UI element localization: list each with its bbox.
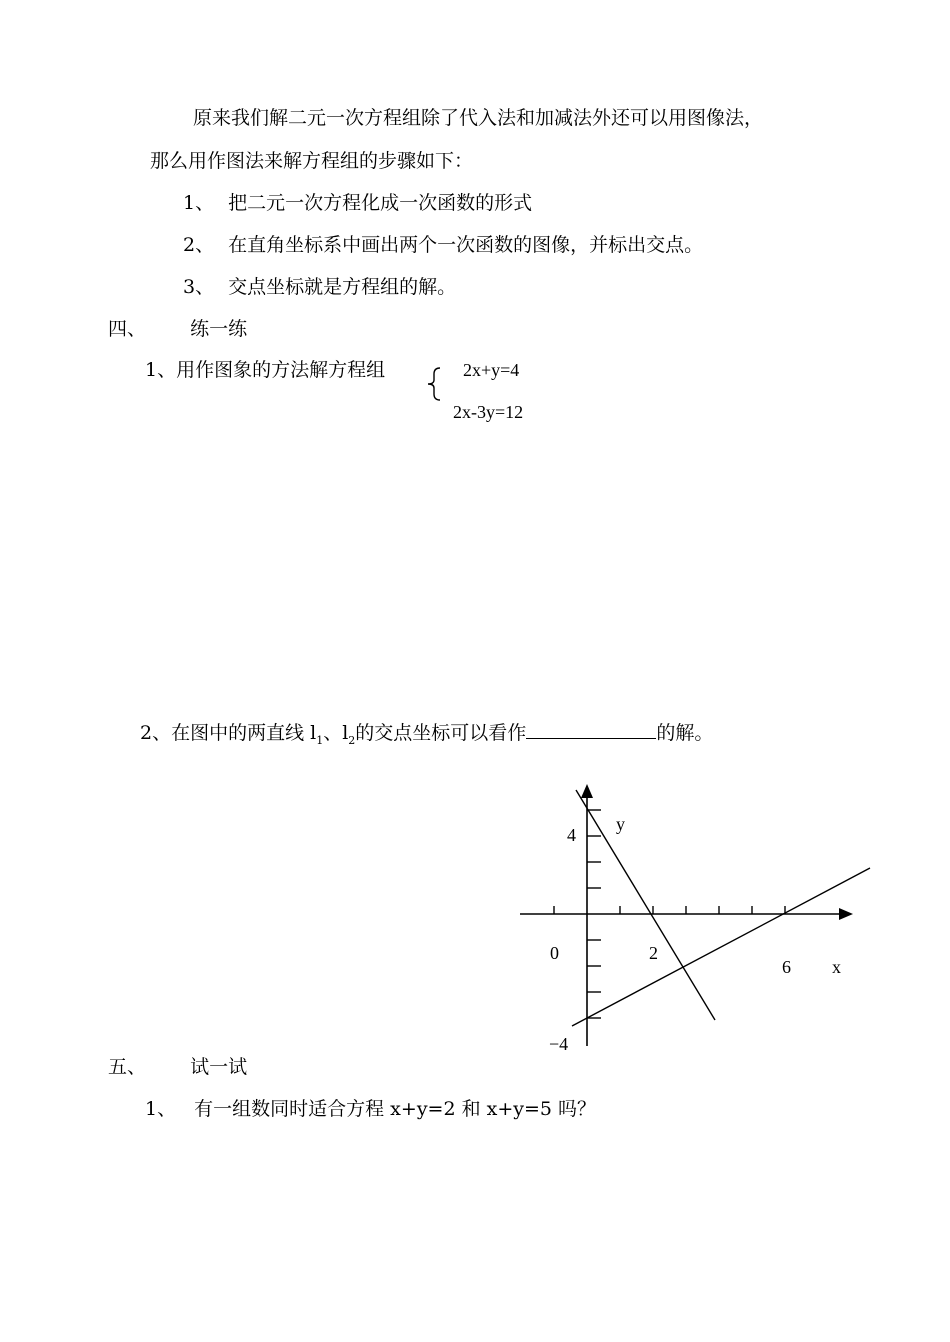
- step-number: 1、: [183, 192, 215, 214]
- left-brace-icon: [424, 366, 442, 402]
- intro-line-2: 那么用作图法来解方程组的步骤如下：: [150, 150, 474, 172]
- x-tick-label-2: 2: [649, 943, 658, 963]
- section-4-heading: [108, 317, 247, 341]
- y-axis-label: y: [616, 814, 625, 834]
- line-1-subscript: 1: [316, 733, 324, 747]
- line-2-subscript: 2: [348, 733, 356, 747]
- line-l1: [576, 790, 715, 1020]
- question-2-text-c: 的交点坐标可以看作: [355, 722, 527, 744]
- y-tick-label-neg4: −4: [549, 1034, 569, 1054]
- coordinate-graph: [500, 770, 880, 1060]
- step-text: 在直角坐标系中画出两个一次函数的图像，并标出交点。: [228, 234, 704, 256]
- question-1: 1、用作图象的方法解方程组: [145, 359, 386, 381]
- question-2-text-a: 2、在图中的两直线 l: [140, 722, 317, 744]
- question-2-text-b: 、l: [323, 722, 349, 744]
- line-l2: [572, 868, 870, 1026]
- step-number: 2、: [183, 234, 215, 256]
- x-axis-ticks: [554, 906, 785, 914]
- question-2-text-d: 的解。: [656, 722, 714, 744]
- step-text: 交点坐标就是方程组的解。: [228, 276, 457, 298]
- section-title: 试一试: [190, 1056, 248, 1078]
- y-axis-arrow-icon: [581, 784, 593, 798]
- intro-line-1: 原来我们解二元一次方程组除了代入法和加减法外还可以用图像法，: [193, 107, 764, 129]
- step-number: 3、: [183, 276, 215, 298]
- equation-1: 2x+y=4: [463, 360, 520, 380]
- step-1: [183, 191, 532, 215]
- answer-blank[interactable]: [526, 720, 656, 739]
- section-number: 五、: [108, 1056, 147, 1078]
- equation-2: 2x-3y=12: [453, 402, 524, 422]
- section-title: 练一练: [190, 318, 248, 340]
- section-5-heading: [108, 1055, 247, 1079]
- x-axis-arrow-icon: [839, 908, 853, 920]
- step-3: [183, 275, 456, 299]
- section-5-question-1: [145, 1097, 596, 1121]
- question-number: 1、: [145, 1098, 177, 1120]
- x-axis-label: x: [832, 957, 841, 977]
- origin-label: 0: [550, 943, 559, 963]
- question-text: 有一组数同时适合方程 x+y=2 和 x+y=5 吗？: [194, 1098, 597, 1120]
- step-2: [183, 233, 703, 257]
- question-2: [140, 720, 713, 753]
- x-tick-label-6: 6: [782, 957, 791, 977]
- step-text: 把二元一次方程化成一次函数的形式: [228, 192, 533, 214]
- section-number: 四、: [108, 318, 147, 340]
- y-tick-label-4: 4: [567, 825, 576, 845]
